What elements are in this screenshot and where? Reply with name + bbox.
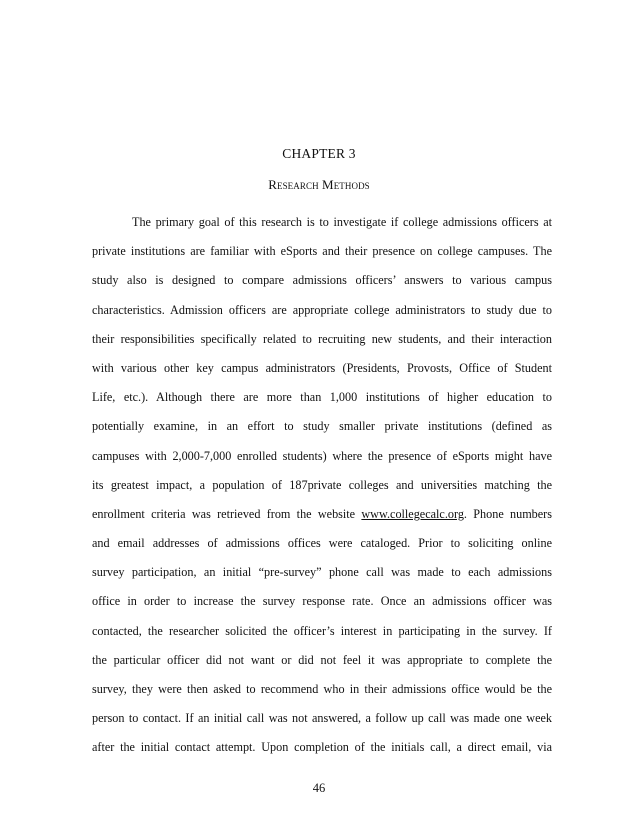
link-line-before: enrollment criteria was retrieved from the website [92,506,362,521]
website-link[interactable]: www.collegecalc.org [361,506,464,521]
paragraph-line: person to contact. If an initial call was not answered, a follow up call was made one week [92,711,552,726]
chapter-title: Research Methods [268,177,370,192]
paragraph-line: after the initial contact attempt. Upon completion of the initials call, a direct email, via [92,740,552,755]
paragraph-line: with various other key campus administrators (Presidents, Provosts, Office of Student [92,360,552,375]
paragraph-line: characteristics. Admission officers are appropriate college administrators to study due to [92,302,552,317]
paragraph-line: private institutions are familiar with eSports and their presence on college campuses. The [92,244,552,259]
paragraph-line: The primary goal of this research is to investigate if college admissions officers at [132,215,552,229]
paragraph-line: study also is designed to compare admissions officers’ answers to various campus [92,273,552,288]
paragraph-line: the particular officer did not want or did not feel it was appropriate to complete the [92,652,552,667]
paragraph-line-with-link [92,500,552,529]
chapter-number: CHAPTER 3 [282,146,356,161]
paragraph-line: their responsibilities specifically related to recruiting new students, and their interaction [92,331,552,346]
paragraph-line: its greatest impact, a population of 187private colleges and universities matching the [92,477,552,492]
paragraph-line: survey participation, an initial “pre-survey” phone call was made to each admissions [92,565,552,580]
paragraph-line: contacted, the researcher solicited the officer’s interest in participating in the survey. If [92,623,552,638]
paragraph-line: and email addresses of admissions offices were cataloged. Prior to soliciting online [92,536,552,551]
paragraph-line: campuses with 2,000-7,000 enrolled students) where the presence of eSports might have [92,448,552,463]
page-number: 46 [312,781,326,795]
body-paragraph [92,208,552,763]
paragraph-line: Life, etc.). Although there are more than 1,000 institutions of higher education to [92,390,552,405]
paragraph-line: survey, they were then asked to recommend who in their admissions office would be the [92,682,552,696]
paragraph-line: office in order to increase the survey response rate. Once an admissions officer was [92,594,552,609]
link-line-after: . Phone numbers [463,506,552,521]
paragraph-line: potentially examine, in an effort to study smaller private institutions (defined as [92,419,552,434]
